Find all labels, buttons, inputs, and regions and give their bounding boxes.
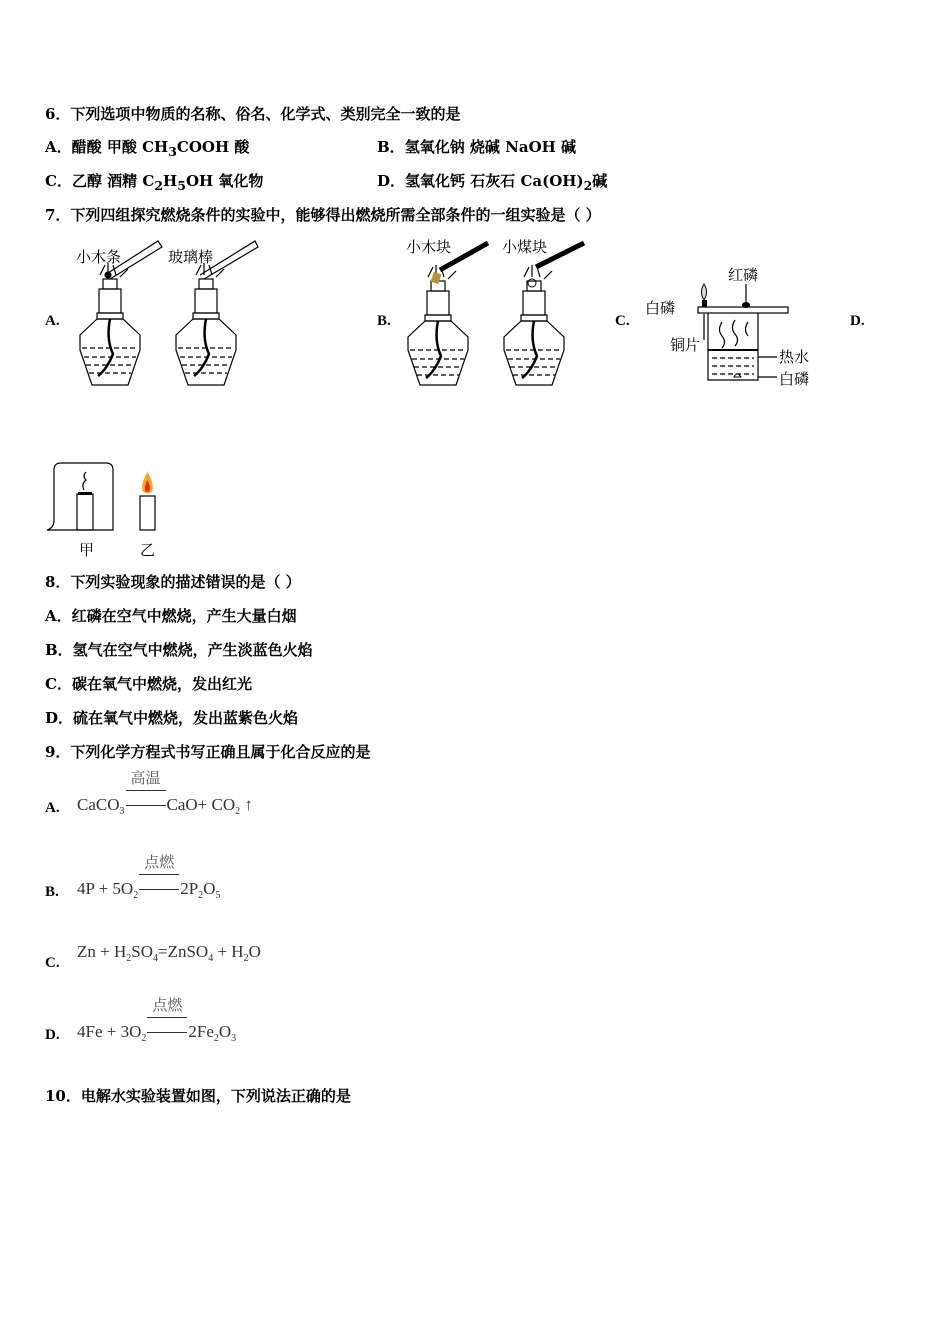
label-red-phosphorus: 红磷 (728, 266, 759, 284)
figure-d-candles (44, 460, 174, 560)
text-segment: O (218, 1022, 232, 1041)
text-segment: OH 氧化物 (185, 172, 264, 190)
q6-option-d (377, 170, 607, 193)
figure-b-alcohol-lamps (398, 235, 598, 395)
q6-option-b (377, 136, 576, 157)
subscript: 2 (126, 953, 132, 964)
subscript: 4 (208, 953, 214, 964)
q8-option-d: D．硫在氧气中燃烧，发出蓝紫色火焰 (45, 709, 299, 727)
text-segment: SO (131, 942, 153, 961)
q9-option-c-equation (77, 942, 261, 964)
label-small-wood-stick: 小木条 (76, 248, 122, 266)
q9-option-d-label: D. (45, 1027, 60, 1043)
text-segment: O (203, 879, 216, 898)
q7-option-b-label: B. (377, 313, 391, 329)
condition-text: 点燃 (144, 853, 175, 871)
q10-stem: 10．电解水实验装置如图，下列说法正确的是 (45, 1087, 351, 1105)
q9-option-c-label: C. (45, 955, 60, 971)
q6-option-c (45, 170, 263, 193)
subscript: 5 (177, 178, 186, 193)
reaction-condition (147, 996, 187, 1033)
q9-option-b-label: B. (45, 884, 59, 900)
q6-stem: 6．下列选项中物质的名称、俗名、化学式、类别完全一致的是 (45, 105, 461, 123)
label-small-wood-block: 小木块 (406, 238, 452, 256)
text-segment: 2P (180, 879, 199, 898)
q8-option-a: A．红磷在空气中燃烧，产生大量白烟 (45, 607, 297, 625)
reaction-condition (126, 769, 166, 806)
subscript: 3 (119, 806, 125, 817)
label-glass-rod: 玻璃棒 (168, 248, 214, 266)
q7-option-c-label: C. (615, 313, 630, 329)
subscript: 2 (583, 178, 593, 193)
q7-stem: 7．下列四组探究燃烧条件的实验中，能够得出燃烧所需全部条件的一组实验是（ ） (45, 206, 601, 224)
label-hot-water: 热水 (779, 348, 810, 366)
label-jia: 甲 (79, 541, 95, 559)
option-label: C． (45, 172, 72, 190)
subscript: 2 (133, 890, 139, 901)
q7-option-a-label: A. (45, 313, 60, 329)
text-segment: 氢氧化钙 石灰石 Ca(OH) (405, 172, 584, 190)
text-segment: COOH 酸 (176, 138, 250, 156)
subscript: 2 (235, 806, 241, 817)
text-segment: 碱 (592, 172, 608, 190)
figure-a-alcohol-lamps (70, 235, 260, 395)
label-small-coal-block: 小煤块 (502, 238, 548, 256)
condition-text: 高温 (130, 769, 161, 787)
text-segment: 乙醇 酒精 C (71, 172, 155, 190)
subscript: 5 (215, 890, 221, 901)
q8-stem: 8．下列实验现象的描述错误的是（ ） (45, 573, 301, 591)
q9-stem: 9．下列化学方程式书写正确且属于化合反应的是 (45, 743, 371, 761)
q9-option-a-label: A. (45, 800, 60, 816)
option-label: B． (377, 138, 405, 156)
text-segment: H (163, 172, 178, 190)
text-segment: 氢氧化钠 烧碱 NaOH 碱 (404, 138, 577, 156)
subscript: 3 (231, 1033, 237, 1044)
q8-option-c: C．碳在氧气中燃烧，发出红光 (45, 675, 252, 693)
text-segment: CaCO (77, 795, 120, 814)
label-copper-sheet: 铜片 (670, 336, 701, 354)
q6-option-a (45, 136, 249, 159)
subscript: 2 (198, 890, 204, 901)
q9-option-a-equation (77, 769, 253, 817)
text-segment: 醋酸 甲酸 CH (71, 138, 169, 156)
text-segment: CaO+ CO (166, 795, 236, 814)
subscript: 2 (243, 953, 249, 964)
text-segment: 2Fe (188, 1022, 214, 1041)
option-label: A． (45, 138, 72, 156)
option-label: D． (377, 172, 406, 190)
label-white-phosphorus-bottom: 白磷 (779, 370, 810, 388)
text-segment: + H (213, 942, 244, 961)
label-white-phosphorus-top: 白磷 (645, 299, 676, 317)
q7-option-d-label: D. (850, 313, 865, 329)
figure-c-phosphorus-beaker (640, 262, 830, 392)
label-yi: 乙 (140, 541, 156, 559)
text-segment: 4P + 5O (77, 879, 134, 898)
subscript: 2 (154, 178, 164, 193)
q8-option-b: B．氢气在空气中燃烧，产生淡蓝色火焰 (45, 641, 313, 659)
subscript: 2 (141, 1033, 147, 1044)
subscript: 3 (168, 144, 177, 159)
text-segment: O (248, 942, 261, 961)
reaction-condition (139, 853, 179, 890)
subscript: 2 (213, 1033, 219, 1044)
condition-text: 点燃 (152, 996, 183, 1014)
q9-option-b-equation (77, 853, 221, 901)
subscript: 4 (152, 953, 158, 964)
q9-option-d-equation (77, 996, 237, 1044)
text-segment: 4Fe + 3O (77, 1022, 142, 1041)
text-segment: ↑ (240, 795, 253, 814)
text-segment: =ZnSO (157, 942, 209, 961)
text-segment: Zn + H (77, 942, 127, 961)
